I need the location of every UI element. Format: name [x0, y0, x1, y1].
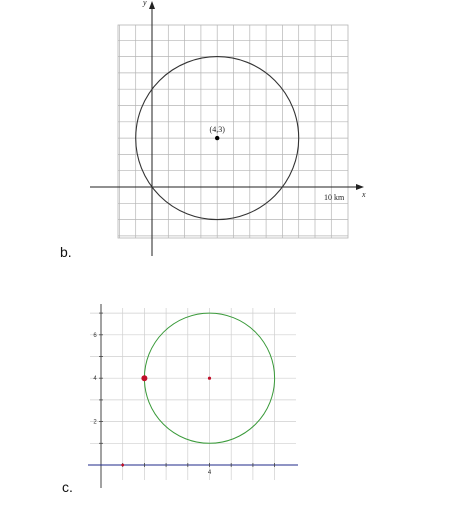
scale-label-b: 10 km: [324, 193, 345, 202]
center-point-b: [215, 136, 219, 140]
y-axis-arrow-b: [149, 1, 155, 9]
y-tick-label-6: 6: [93, 332, 97, 339]
highlight-point-c: [141, 375, 147, 381]
y-tick-label-2: 2: [93, 419, 97, 426]
center-label-b: (4,3): [209, 125, 225, 135]
axes-c: [88, 304, 298, 488]
axis-dot-c: [121, 464, 124, 467]
axes-b: [90, 1, 364, 256]
y-axis-label-b: y: [143, 0, 147, 7]
grid-c: [90, 308, 296, 480]
center-point-c: [208, 377, 211, 380]
part-label-c: c.: [62, 479, 73, 495]
y-tick-label-4: 4: [93, 376, 97, 383]
x-axis-label-b: x: [362, 190, 366, 199]
part-label-b: b.: [60, 244, 72, 260]
x-tick-label: 4: [207, 470, 212, 476]
